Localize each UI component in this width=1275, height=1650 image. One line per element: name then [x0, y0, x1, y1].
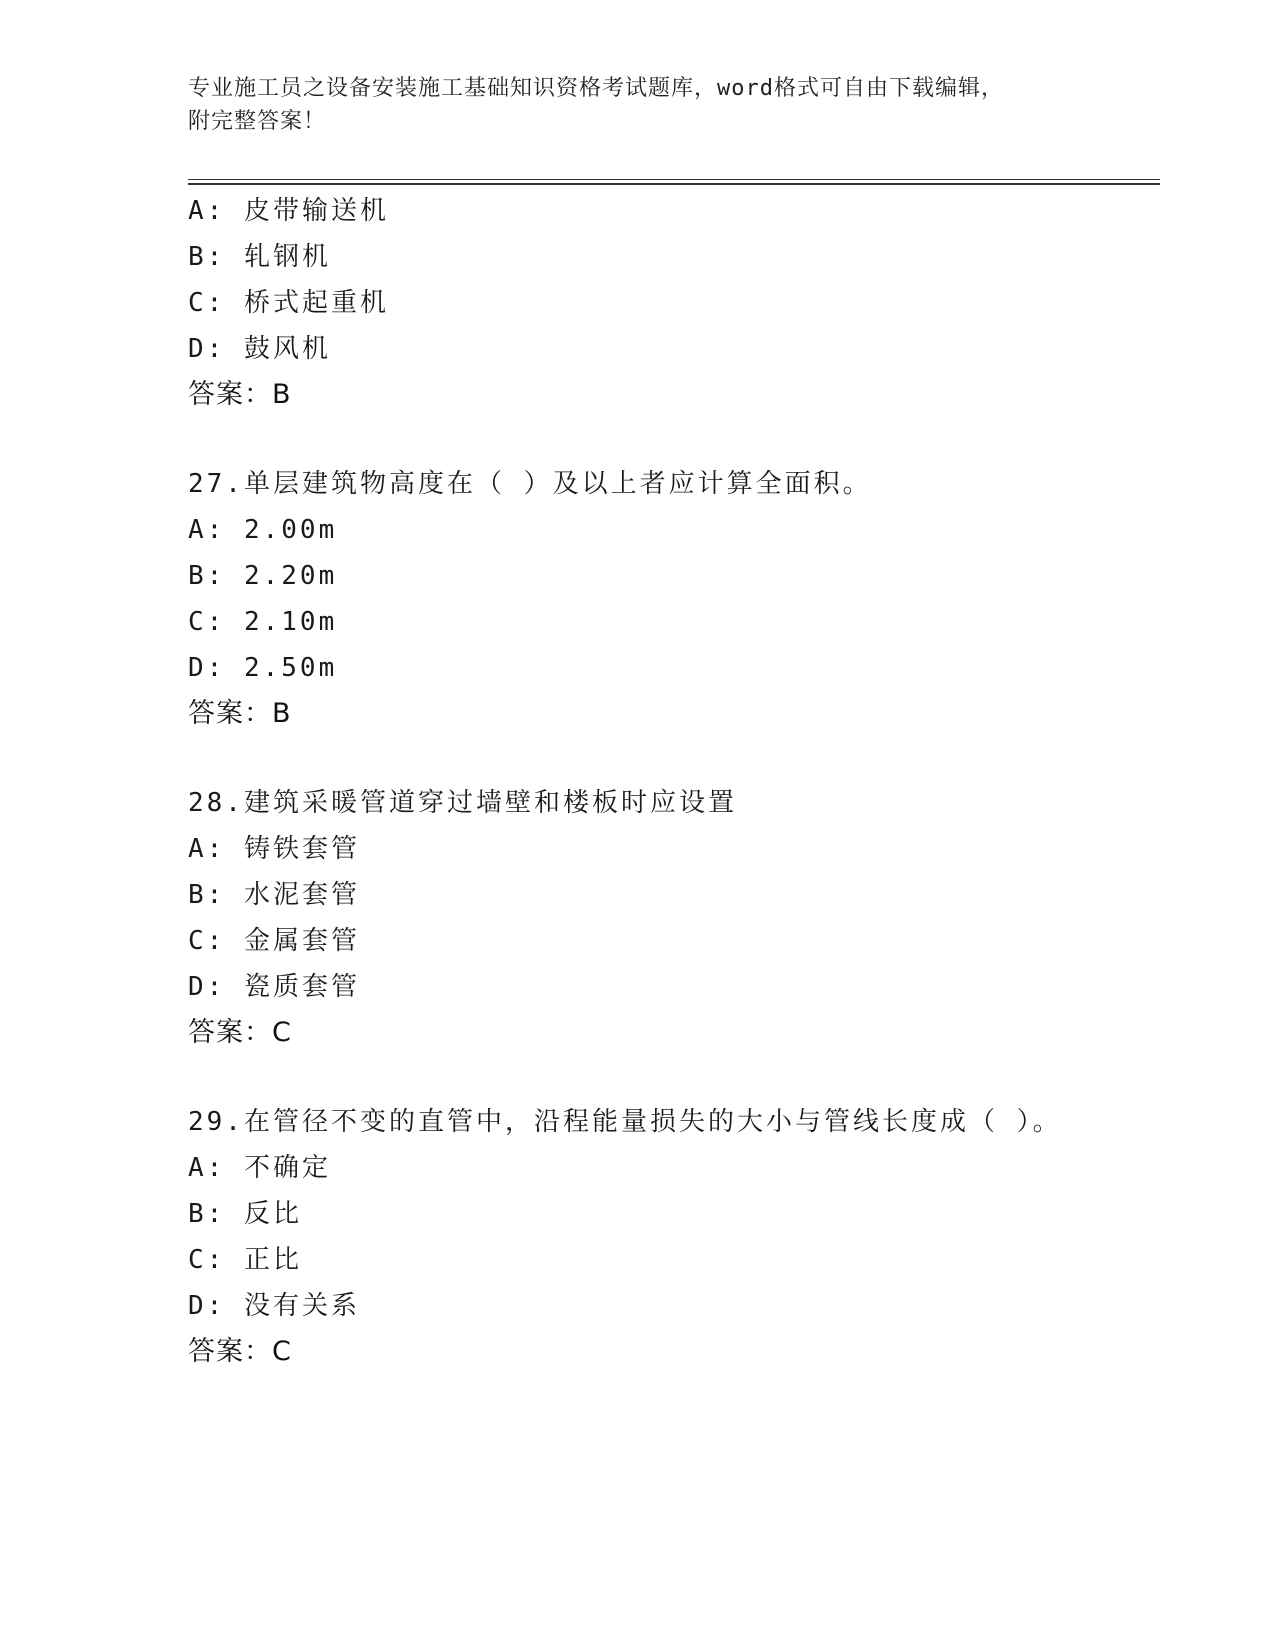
answer-line: 答案：C [188, 1336, 292, 1367]
option-a: A: 2.00m [188, 515, 338, 545]
header-line-2: 附完整答案！ [188, 109, 327, 134]
option-c: C: 2.10m [188, 607, 338, 637]
question-29 [188, 1099, 1160, 1375]
option-b: B: 2.20m [188, 561, 338, 591]
answer-line: 答案：B [188, 379, 292, 410]
option-c: C: 金属套管 [188, 926, 360, 956]
document-header [188, 72, 1088, 138]
question-27 [188, 461, 1160, 737]
option-d: D: 瓷质套管 [188, 972, 360, 1002]
option-d: D: 2.50m [188, 653, 338, 683]
option-a: A: 不确定 [188, 1153, 331, 1183]
question-28 [188, 780, 1160, 1056]
answer-line: 答案：B [188, 698, 292, 729]
option-c: C: 桥式起重机 [188, 288, 389, 318]
option-a: A: 铸铁套管 [188, 834, 360, 864]
header-divider-thick [188, 183, 1160, 185]
question-title: 29.在管径不变的直管中，沿程能量损失的大小与管线长度成（ ）。 [188, 1107, 1062, 1137]
question-title: 28.建筑采暖管道穿过墙壁和楼板时应设置 [188, 788, 737, 818]
option-d: D: 鼓风机 [188, 334, 331, 364]
option-b: B: 反比 [188, 1199, 302, 1229]
option-b: B: 水泥套管 [188, 880, 360, 910]
question-title: 27.单层建筑物高度在（ ）及以上者应计算全面积。 [188, 469, 872, 499]
answer-line: 答案：C [188, 1017, 292, 1048]
option-c: C: 正比 [188, 1245, 302, 1275]
header-divider-thin [188, 179, 1160, 180]
question-26 [188, 188, 1160, 418]
option-d: D: 没有关系 [188, 1291, 360, 1321]
option-a: A: 皮带输送机 [188, 196, 389, 226]
question-list [188, 188, 1160, 1375]
header-line-1: 专业施工员之设备安装施工基础知识资格考试题库，word格式可自由下载编辑， [188, 76, 1004, 101]
option-b: B: 轧钢机 [188, 242, 331, 272]
